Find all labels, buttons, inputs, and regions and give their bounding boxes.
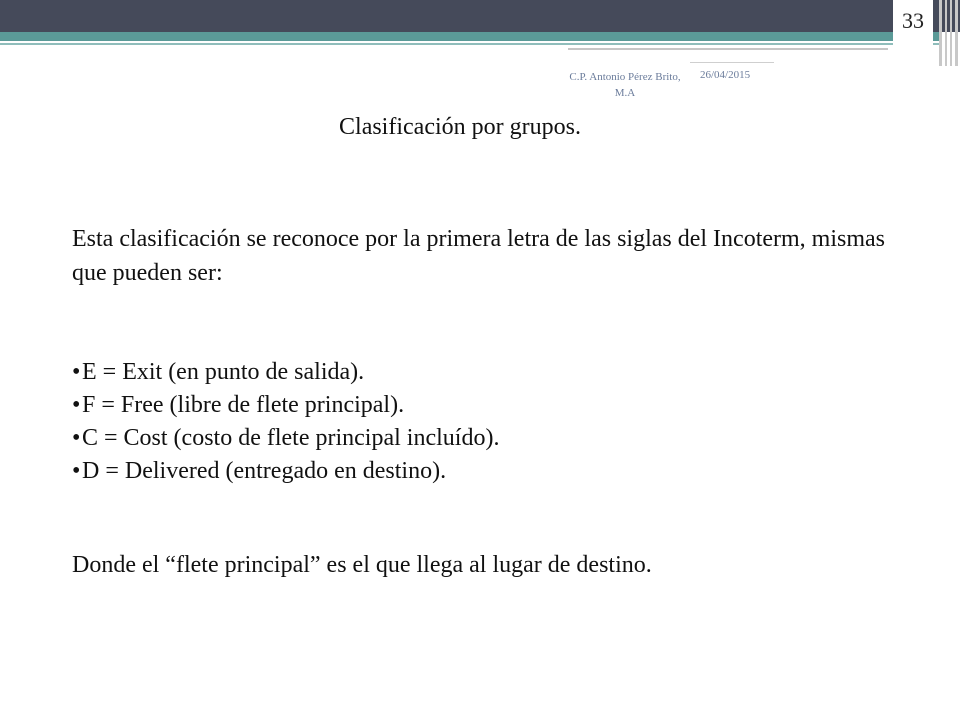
decorative-rail — [935, 0, 960, 70]
accent-line — [0, 43, 942, 45]
footer-divider — [568, 48, 888, 50]
slide-title: Clasificación por grupos. — [339, 114, 581, 140]
list-item — [72, 455, 892, 488]
list-item — [72, 356, 892, 389]
bullet-icon: • — [72, 392, 81, 418]
bullet-text: F = Free (libre de flete principal). — [82, 392, 405, 418]
footer-date: 26/04/2015 — [700, 69, 751, 81]
closing-paragraph: Donde el “flete principal” es el que llega al lugar de destino. — [72, 552, 652, 578]
intro-paragraph: Esta clasificación se reconoce por la primera letra de las siglas del Incoterm, mismas que pueden ser: — [72, 226, 886, 286]
footer-divider-short — [690, 62, 774, 63]
bullet-list — [72, 356, 892, 488]
bullet-text: E = Exit (en punto de salida). — [82, 359, 365, 385]
bullet-icon: • — [72, 458, 81, 484]
header-bar — [0, 0, 960, 32]
bullet-text: D = Delivered (entregado en destino). — [82, 458, 447, 484]
accent-band — [0, 32, 942, 41]
list-item — [72, 422, 892, 455]
bullet-text: C = Cost (costo de flete principal incluído). — [82, 425, 500, 451]
bullet-icon: • — [72, 425, 81, 451]
slide-number: 33 — [893, 0, 933, 48]
bullet-icon: • — [72, 359, 81, 385]
list-item — [72, 389, 892, 422]
footer-author: C.P. Antonio Pérez Brito, M.A — [569, 71, 681, 99]
